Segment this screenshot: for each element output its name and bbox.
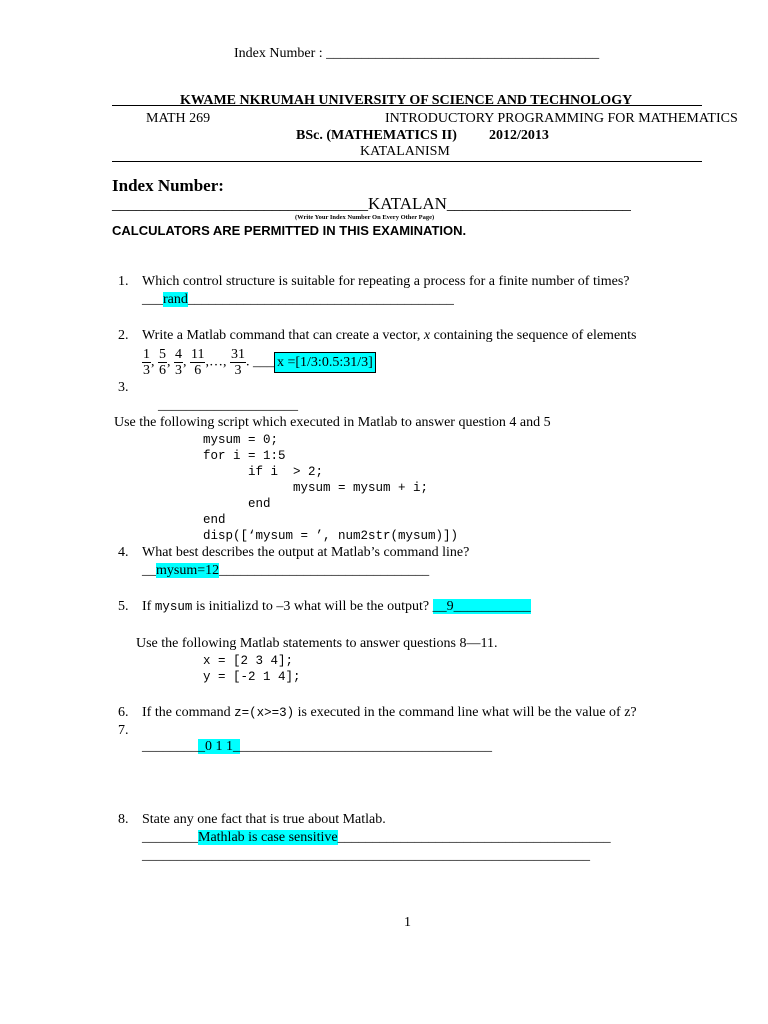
q4-answer-line [142, 563, 429, 579]
q2-sequence: $\frac{1}{3}$ , $\frac{5}{6}$ , $\frac{4}{3}$ , $\frac{11}{6}$ ,…, $\frac{31}{3}$ . ___ x =[1/3:0.5:31/3] [142, 347, 376, 378]
index-lead-blank: ________________________________ [112, 196, 368, 213]
script-line: disp([‘mysum = ’, num2str(mysum)]) [203, 529, 459, 543]
calculators-notice: CALCULATORS ARE PERMITTED IN THIS EXAMINATION. [112, 223, 467, 238]
programme: BSc. (MATHEMATICS II) [296, 128, 457, 143]
q7-post: ____________________________________ [240, 739, 492, 754]
course-code: MATH 269 [146, 111, 211, 126]
q5-text-b: is initializd to –3 what will be the output? [192, 599, 433, 614]
script-line: mysum = mysum + i; [203, 481, 429, 495]
q8-number: 8. [118, 812, 129, 827]
course-title: INTRODUCTORY PROGRAMMING FOR MATHEMATICS [385, 111, 738, 126]
q8-post: _______________________________________ [337, 830, 611, 845]
q8-answer: Mathlab is case sensitive [198, 830, 338, 845]
script-line: for i = 1:5 [203, 449, 286, 463]
statements-intro: Use the following Matlab statements to answer questions 8—11. [136, 636, 498, 651]
fraction-3: $\frac{4}{3}$ [175, 347, 182, 378]
script-line: end [203, 497, 271, 511]
q1-answer: rand [163, 292, 188, 307]
q2-text [142, 328, 637, 344]
q7-answer-line [142, 739, 492, 755]
q8-text: State any one fact that is true about Matlab. [142, 812, 386, 827]
statement-line: y = [-2 1 4]; [203, 670, 301, 684]
fraction-last: $\frac{31}{3}$ [230, 347, 245, 378]
index-name: KATALAN [368, 194, 447, 213]
q6-text-b: is executed in the command line what will be the value of z? [294, 705, 637, 720]
q5-answer: __9___________ [432, 599, 531, 614]
fraction-4: $\frac{11}{6}$ [191, 347, 205, 378]
q7-answer: _0 1 1_ [198, 739, 240, 754]
q3-blank: ____________________ [158, 398, 298, 413]
q7-number: 7. [118, 723, 129, 738]
q4-answer: mysum=12 [156, 563, 220, 578]
q2-text-var: x [423, 328, 431, 343]
fraction-1: $\frac{1}{3}$ [143, 347, 150, 378]
q6-code: z=(x>=3) [234, 706, 295, 720]
fraction-2: $\frac{5}{6}$ [159, 347, 166, 378]
q2-number: 2. [118, 328, 129, 343]
script-line: end [203, 513, 226, 527]
page-number: 1 [404, 915, 411, 930]
matlab-statements [203, 653, 301, 685]
header-bottom-rule [112, 161, 702, 162]
index-trail-blank: _______________________ [446, 196, 631, 213]
q5-number: 5. [118, 599, 129, 614]
top-index-line [234, 46, 599, 62]
q5-text-a: If [142, 599, 155, 614]
top-index-blank: _______________________________________ [326, 46, 600, 61]
q1-pre: ___ [142, 292, 163, 307]
q4-post: ______________________________ [219, 563, 430, 578]
q1-post: ______________________________________ [187, 292, 454, 307]
top-index-label: Index Number : [234, 46, 327, 61]
q1-number: 1. [118, 274, 129, 289]
index-note: (Write Your Index Number On Every Other Page) [295, 214, 435, 221]
q5-code: mysum [154, 600, 193, 614]
q7-pre: ________ [142, 739, 198, 754]
script-line: if i > 2; [203, 465, 324, 479]
q2-ellipsis: ,…, [205, 354, 227, 370]
q8-pre: ________ [142, 830, 198, 845]
academic-year: 2012/2013 [489, 128, 549, 143]
index-number-field [112, 194, 631, 214]
q2-text-a: Write a Matlab command that can create a vector, [142, 328, 424, 343]
q8-answer-line [142, 830, 611, 846]
student-name: KATALANISM [360, 144, 450, 159]
q1-answer-line [142, 292, 454, 308]
q1-text: Which control structure is suitable for repeating a process for a finite number of times? [142, 274, 630, 289]
q2-text-b: containing the sequence of elements [430, 328, 637, 343]
script-line: mysum = 0; [203, 433, 279, 447]
q6-text-a: If the command [142, 705, 235, 720]
script-intro: Use the following script which executed in Matlab to answer question 4 and 5 [114, 415, 551, 430]
q2-answer: x =[1/3:0.5:31/3] [274, 352, 376, 373]
statement-line: x = [2 3 4]; [203, 654, 294, 668]
q3-number: 3. [118, 380, 129, 395]
q5-text [142, 599, 531, 615]
q6-number: 6. [118, 705, 129, 720]
q4-number: 4. [118, 545, 129, 560]
university-name: KWAME NKRUMAH UNIVERSITY OF SCIENCE AND TECHNOLOGY [180, 93, 633, 108]
matlab-script [203, 432, 458, 544]
q2-pre: . ___ [245, 354, 274, 370]
q4-text: What best describes the output at Matlab’s command line? [142, 545, 470, 560]
q4-pre: __ [142, 563, 156, 578]
q8-second-line: ________________________________________________________________ [142, 848, 590, 863]
index-number-heading: Index Number: [112, 176, 224, 195]
q6-text [142, 705, 637, 721]
